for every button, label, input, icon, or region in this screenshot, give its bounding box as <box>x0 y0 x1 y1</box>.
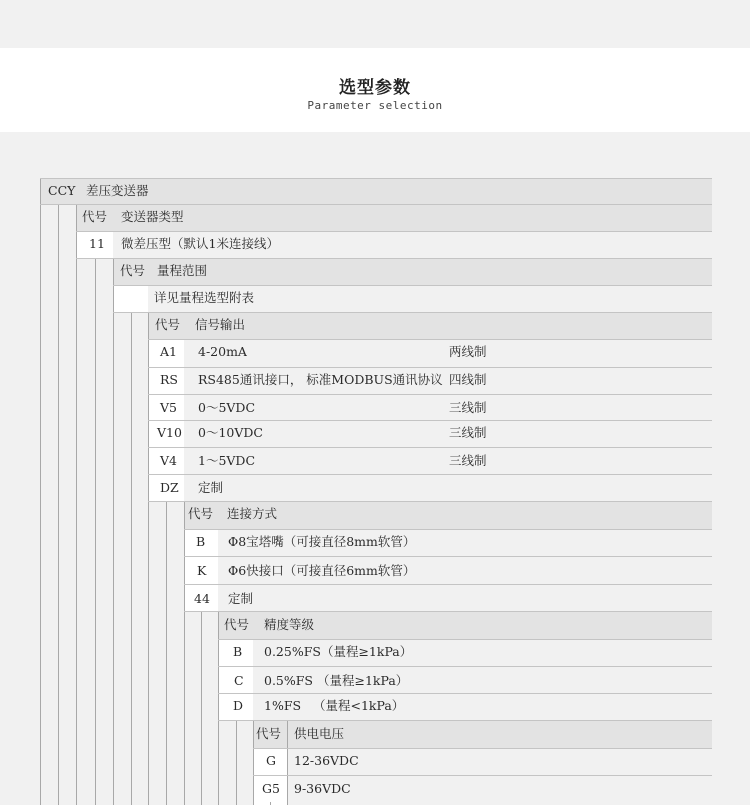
row-line <box>76 231 712 232</box>
row-line <box>148 420 712 421</box>
stair-line-3 <box>76 204 77 805</box>
signal-option-code: A1 <box>160 344 177 359</box>
top-band <box>0 0 750 48</box>
accuracy-header-label: 精度等级 <box>264 617 315 632</box>
code-cell-range <box>113 285 148 312</box>
signal-option-desc: RS485通讯接口， 标准MODBUS通讯协议 <box>198 372 443 387</box>
row-line <box>76 258 712 259</box>
range-note: 详见量程选型附表 <box>154 290 255 305</box>
connection-option-code: B <box>196 534 206 549</box>
signal-option-wiring: 三线制 <box>449 453 487 468</box>
stair-line-1 <box>40 178 41 805</box>
range-header-label: 量程范围 <box>157 263 208 278</box>
signal-option-code: V4 <box>160 453 177 468</box>
signal-header-label: 信号输出 <box>195 317 246 332</box>
accuracy-option-desc: 0.5%FS （量程≥1kPa） <box>264 673 409 688</box>
signal-header-code: 代号 <box>155 317 181 332</box>
voltage-header-code: 代号 <box>256 726 282 741</box>
signal-option-wiring: 三线制 <box>449 425 487 440</box>
accuracy-option-code: C <box>234 673 244 688</box>
row-line <box>148 339 712 340</box>
row-line <box>40 204 712 205</box>
page-header <box>0 48 750 132</box>
connection-option-code: K <box>197 563 207 578</box>
page-subtitle: Parameter selection <box>307 99 443 112</box>
signal-option-code: V10 <box>157 425 182 440</box>
row-line <box>218 720 712 721</box>
row-line <box>218 639 712 640</box>
type-header-label: 变送器类型 <box>121 209 184 224</box>
connection-option-desc: Φ8宝塔嘴（可接直径8mm软管） <box>228 534 416 549</box>
row-line <box>40 178 712 179</box>
page-title: 选型参数 <box>339 78 411 98</box>
range-header-code: 代号 <box>120 263 146 278</box>
row-line <box>184 556 712 557</box>
signal-option-desc: 1～5VDC <box>198 453 256 468</box>
row-line <box>253 775 712 776</box>
signal-option-wiring: 两线制 <box>449 344 487 359</box>
signal-option-code: DZ <box>160 480 179 495</box>
type-header-code: 代号 <box>82 209 108 224</box>
model-code: CCY <box>48 183 76 198</box>
voltage-option-desc: 12-36VDC <box>294 753 359 768</box>
row-line <box>148 447 712 448</box>
row-line <box>148 367 712 368</box>
connection-option-desc: Φ6快接口（可接直径6mm软管） <box>228 563 416 578</box>
signal-option-desc: 0～10VDC <box>198 425 263 440</box>
voltage-option-code: G5 <box>262 781 280 796</box>
accuracy-header-code: 代号 <box>224 617 250 632</box>
stair-line-11 <box>218 611 219 805</box>
selection-table <box>0 132 750 805</box>
signal-option-code: RS <box>160 372 178 387</box>
row-line <box>218 666 712 667</box>
stair-line-5 <box>113 258 114 805</box>
accuracy-option-code: B <box>233 644 243 659</box>
accuracy-option-desc: 0.25%FS（量程≥1kPa） <box>264 644 413 659</box>
row-line <box>184 584 712 585</box>
type-option-desc: 微差压型（默认1米连接线） <box>121 236 279 251</box>
stair-line-6 <box>131 312 132 805</box>
row-line <box>148 501 712 502</box>
stair-line-13 <box>253 720 254 805</box>
voltage-code-divider <box>287 720 288 805</box>
type-option-code: 11 <box>89 236 105 251</box>
stair-line-7 <box>148 312 149 805</box>
model-name: 差压变送器 <box>86 183 149 198</box>
row-line <box>148 394 712 395</box>
stair-line-12 <box>236 720 237 805</box>
connection-option-desc: 定制 <box>228 591 254 606</box>
accuracy-option-desc: 1%FS （量程<1kPa） <box>264 698 405 713</box>
connection-header-code: 代号 <box>188 506 214 521</box>
stair-line-10 <box>201 611 202 805</box>
connection-header-label: 连接方式 <box>227 506 278 521</box>
row-line <box>184 529 712 530</box>
signal-option-desc: 4-20mA <box>198 344 247 359</box>
signal-option-code: V5 <box>160 400 177 415</box>
accuracy-option-code: D <box>233 698 244 713</box>
signal-option-wiring: 四线制 <box>449 372 487 387</box>
row-line <box>253 748 712 749</box>
stair-line-2 <box>58 204 59 805</box>
stair-line-8 <box>166 501 167 805</box>
signal-option-desc: 0～5VDC <box>198 400 256 415</box>
row-line <box>184 611 712 612</box>
row-line <box>218 693 712 694</box>
signal-option-desc: 定制 <box>198 480 224 495</box>
stair-line-4 <box>95 258 96 805</box>
voltage-option-code: G <box>266 753 276 768</box>
row-line <box>113 312 712 313</box>
row-line <box>148 474 712 475</box>
signal-option-wiring: 三线制 <box>449 400 487 415</box>
row-line <box>113 285 712 286</box>
connection-option-code: 44 <box>194 591 210 606</box>
voltage-header-label: 供电电压 <box>294 726 345 741</box>
voltage-option-desc: 9-36VDC <box>294 781 351 796</box>
stair-line-9 <box>184 501 185 805</box>
